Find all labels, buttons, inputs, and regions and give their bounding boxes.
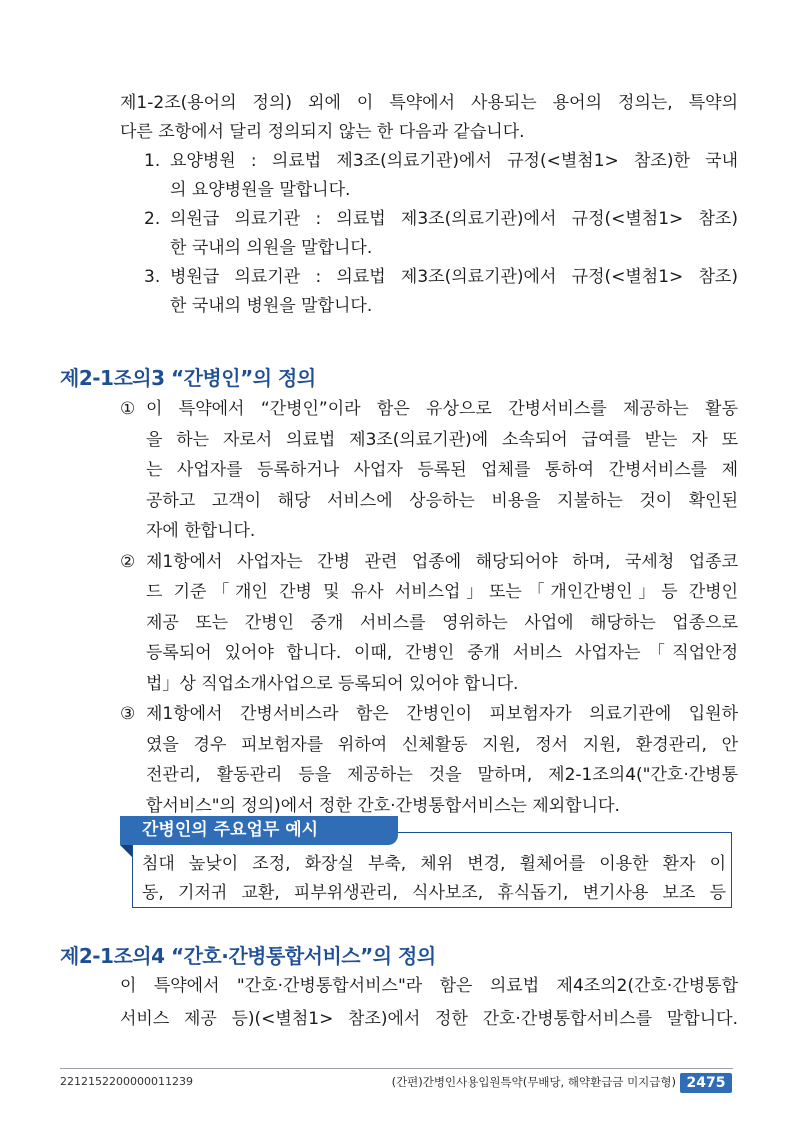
section2-body	[120, 970, 738, 1036]
clause-mark: ③	[120, 704, 136, 724]
clause-line: 을 하는 자로서 의료법 제3조(의료기관)에 소속되어 급여를 받는 자 또	[146, 429, 738, 450]
intro-line: 제1-2조(용어의 정의) 외에 이 특약에서 사용되는 용어의 정의는, 특약의	[120, 93, 738, 113]
clause-line: 제공 또는 간병인 중개 서비스를 영위하는 사업에 해당하는 업종으로	[146, 612, 738, 633]
clause-line: 드 기준「개인 간병 및 유사 서비스업」또는「개인간병인」등 간병인	[146, 582, 738, 602]
clause-item	[120, 547, 738, 700]
document-code: 2212152200000011239	[60, 1075, 193, 1088]
intro-paragraph	[120, 89, 738, 321]
definition-line: 의원급 의료기관 : 의료법 제3조(의료기관)에서 규정(<별첨1> 참조)	[170, 209, 738, 229]
definition-number: 1.	[144, 151, 161, 171]
section-heading-caregiver: 제2-1조의3 “간병인”의 정의	[60, 366, 316, 390]
section1-body	[120, 394, 738, 821]
clause-line: 이 특약에서 “간병인”이라 함은 유상으로 간병서비스를 제공하는 활동	[146, 399, 738, 419]
clause-line: 공하고 고객이 해당 서비스에 상응하는 비용을 지불하는 것이 확인된	[146, 490, 738, 511]
clause-line: 였을 경우 피보험자를 위하여 신체활동 지원, 정서 지원, 환경관리, 안	[146, 734, 738, 755]
example-line: 침대 높낮이 조정, 화장실 부축, 체위 변경, 휠체어를 이용한 환자 이	[142, 854, 726, 874]
clause-line: 법」상 직업소개사업으로 등록되어 있어야 합니다.	[146, 673, 519, 694]
example-box-text	[142, 850, 726, 908]
definition-line: 한 국내의 병원을 말합니다.	[170, 296, 373, 316]
definition-list	[120, 147, 738, 321]
clause-line: 는 사업자를 등록하거나 사업자 등록된 업체를 통하여 간병서비스를 제	[146, 460, 738, 480]
clause-mark: ①	[120, 399, 136, 419]
definition-line: 요양병원 : 의료법 제3조(의료기관)에서 규정(<별첨1> 참조)한 국내	[170, 151, 738, 171]
clause-mark: ②	[120, 551, 136, 572]
example-box-title: 간병인의 주요업무 예시	[120, 816, 398, 845]
example-line: 동, 기저귀 교환, 피부위생관리, 식사보조, 휴식돕기, 변기사용 보조 등	[142, 883, 726, 903]
tab-fold-corner	[120, 845, 132, 857]
clause-line: 전관리, 활동관리 등을 제공하는 것을 말하며, 제2-1조의4("간호·간병통	[146, 765, 738, 785]
definition-line: 한 국내의 의원을 말합니다.	[170, 238, 373, 258]
definition-number: 3.	[144, 267, 161, 287]
section2-line: 이 특약에서 "간호·간병통합서비스"라 함은 의료법 제4조의2(간호·간병통합	[120, 976, 738, 996]
clause-line: 제1항에서 사업자는 간병 관련 업종에 해당되어야 하며, 국세청 업종코	[146, 551, 738, 572]
section2-line: 서비스 제공 등)(<별첨1> 참조)에서 정한 간호·간병통합서비스를 말합니다.	[120, 1009, 738, 1029]
definition-item	[120, 205, 738, 263]
definition-line: 병원급 의료기관 : 의료법 제3조(의료기관)에서 규정(<별첨1> 참조)	[170, 267, 738, 287]
definition-item	[120, 147, 738, 205]
clause-line: 등록되어 있어야 합니다. 이때, 간병인 중개 서비스 사업자는「직업안정	[146, 643, 738, 663]
footer-divider	[60, 1068, 733, 1069]
section-heading-integrated-nursing: 제2-1조의4 “간호·간병통합서비스”의 정의	[60, 944, 436, 968]
page-number: 2475	[680, 1073, 732, 1093]
clause-line: 합서비스"의 정의)에서 정한 간호·간병통합서비스는 제외합니다.	[146, 795, 620, 816]
clause-line: 제1항에서 간병서비스라 함은 간병인이 피보험자가 의료기관에 입원하	[146, 704, 738, 724]
clause-item	[120, 394, 738, 547]
footer-title: (간편)간병인사용입원특약(무배당, 해약환급금 미지급형)	[391, 1075, 676, 1089]
intro-line: 다른 조항에서 달리 정의되지 않는 한 다음과 같습니다.	[120, 122, 525, 142]
clause-line: 자에 한합니다.	[146, 521, 256, 541]
definition-line: 의 요양병원을 말합니다.	[170, 180, 351, 200]
definition-number: 2.	[144, 209, 161, 229]
clause-item	[120, 699, 738, 821]
definition-item	[120, 263, 738, 321]
